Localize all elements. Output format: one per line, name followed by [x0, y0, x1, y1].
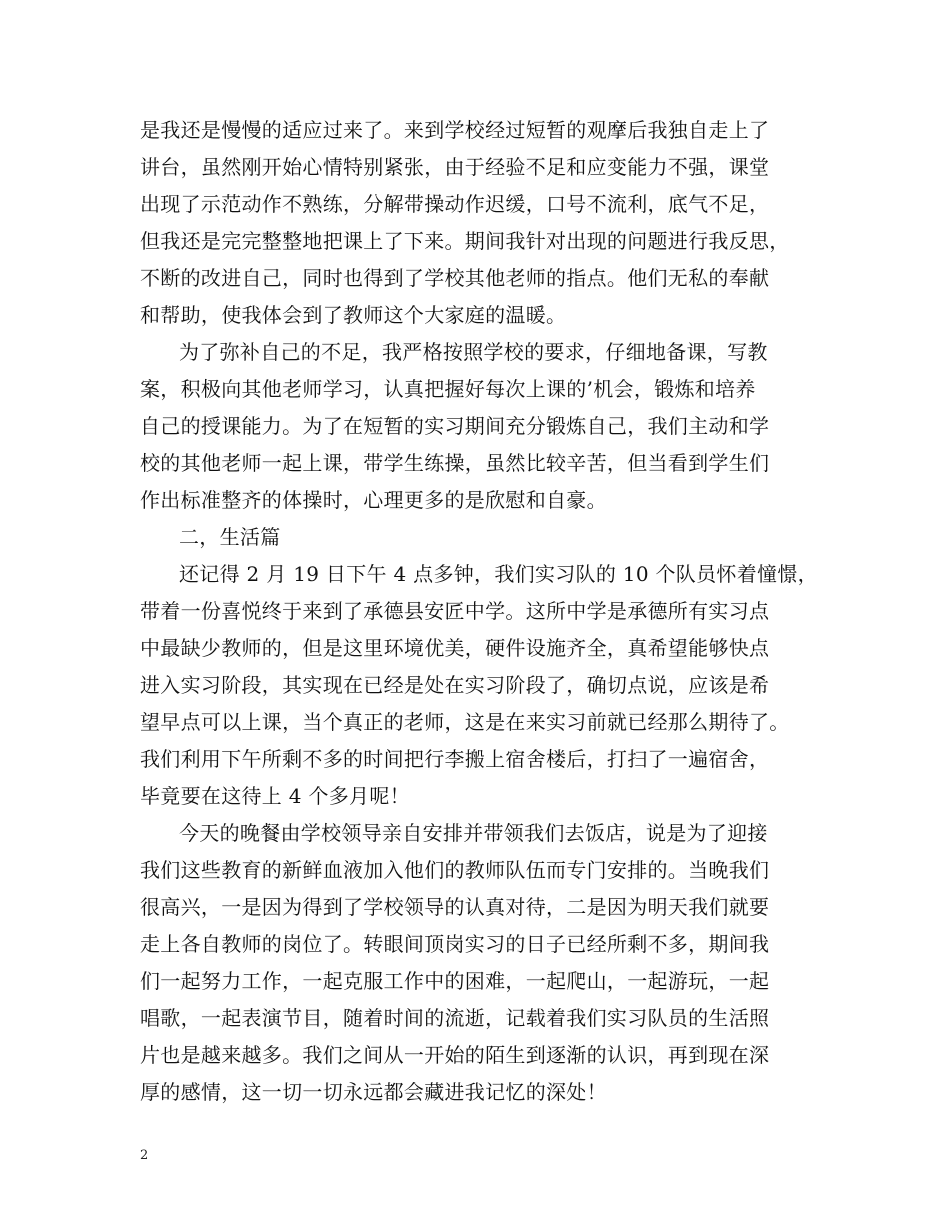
text-line: 片也是越来越多。我们之间从一开始的陌生到逐渐的认识，再到现在深 — [140, 1043, 770, 1067]
text-line: 望早点可以上课，当个真正的老师，这是在来实习前就已经那么期待了。 — [140, 710, 790, 734]
text-line: 作出标准整齐的体操时，心理更多的是欣慰和自豪。 — [140, 488, 607, 512]
text-line: 我们利用下午所剩不多的时间把行李搬上宿舍楼后，打扫了一遍宿舍， — [140, 747, 770, 771]
section-heading: 二，生活篇 — [179, 525, 281, 549]
text-line: 进入实习阶段，其实现在已经是处在实习阶段了，确切点说，应该是希 — [140, 673, 770, 697]
text-line: 们一起努力工作，一起克服工作中的困难，一起爬山，一起游玩，一起 — [140, 969, 770, 993]
text-line: 走上各自教师的岗位了。转眼间顶岗实习的日子已经所剩不多，期间我 — [140, 932, 770, 956]
text-line: 唱歌，一起表演节目，随着时间的流逝，记载着我们实习队员的生活照 — [140, 1006, 770, 1030]
page-number: 2 — [140, 1148, 149, 1163]
text-line: 厚的感情，这一切一切永远都会藏进我记忆的深处！ — [140, 1080, 607, 1104]
text-line: 中最缺少教师的，但是这里环境优美，硬件设施齐全，真希望能够快点 — [140, 636, 770, 660]
text-line: 我们这些教育的新鲜血液加入他们的教师队伍而专门安排的。当晚我们 — [140, 858, 770, 882]
text-line: 毕竟要在这待上 4 个多月呢！ — [140, 784, 410, 808]
text-line: 讲台，虽然刚开始心情特别紧张，由于经验不足和应变能力不强，课堂 — [140, 155, 770, 179]
text-line: 还记得 2 月 19 日下午 4 点多钟，我们实习队的 10 个队员怀着憧憬， — [179, 562, 818, 586]
text-line: 带着一份喜悦终于来到了承德县安匠中学。这所中学是承德所有实习点 — [140, 599, 770, 623]
text-line: 和帮助，使我体会到了教师这个大家庭的温暖。 — [140, 303, 567, 327]
text-line: 案，积极向其他老师学习，认真把握好每次上课的’机会，锻炼和培养 — [140, 377, 756, 401]
text-line: 很高兴，一是因为得到了学校领导的认真对待，二是因为明天我们就要 — [140, 895, 770, 919]
text-line: 自己的授课能力。为了在短暂的实习期间充分锻炼自己，我们主动和学 — [140, 414, 770, 438]
text-line: 出现了示范动作不熟练，分解带操动作迟缓，口号不流利，底气不足， — [140, 192, 770, 216]
text-line: 今天的晚餐由学校领导亲自安排并带领我们去饭店，说是为了迎接 — [179, 821, 768, 845]
text-line: 为了弥补自己的不足，我严格按照学校的要求，仔细地备课，写教 — [179, 340, 768, 364]
text-line: 不断的改进自己，同时也得到了学校其他老师的指点。他们无私的奉献 — [140, 266, 770, 290]
text-line: 校的其他老师一起上课，带学生练操，虽然比较辛苦，但当看到学生们 — [140, 451, 770, 475]
text-line: 是我还是慢慢的适应过来了。来到学校经过短暂的观摩后我独自走上了 — [140, 118, 770, 142]
text-line: 但我还是完完整整地把课上了下来。期间我针对出现的问题进行我反思， — [140, 229, 790, 253]
